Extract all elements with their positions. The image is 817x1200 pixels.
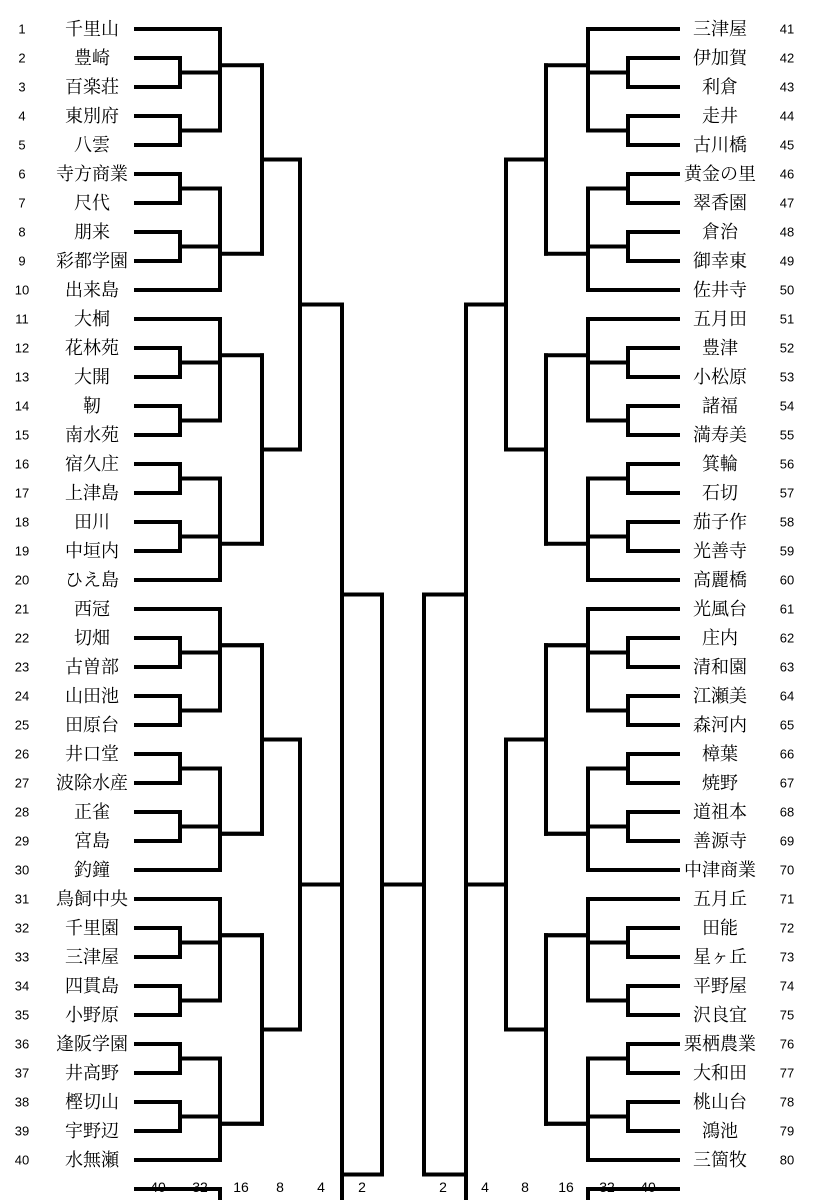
left-team-number: 18 [14,514,30,530]
right-team-name: 中津商業 [684,860,756,880]
right-team-name: 星ヶ丘 [693,947,747,967]
left-team-name: 山田池 [65,686,119,706]
right-team-number: 50 [779,282,795,298]
left-team-number: 25 [14,717,30,733]
round-label: 8 [276,1179,284,1195]
left-team-number: 27 [14,775,30,791]
round-label: 40 [150,1179,166,1195]
right-team-name: 翠香園 [693,193,747,213]
round-label: 8 [521,1179,529,1195]
right-team-name: 伊加賀 [693,48,747,68]
left-team-number: 15 [14,427,30,443]
bracket-lines [136,29,678,1200]
right-team-name: 樟葉 [702,744,738,764]
right-team-number: 57 [779,485,795,501]
left-team-number: 1 [18,21,26,37]
left-team-name: 鳥飼中央 [56,889,128,909]
right-team-number: 65 [779,717,795,733]
right-team-number: 67 [779,775,795,791]
left-team-name: 上津島 [65,483,119,503]
left-team-number: 7 [18,195,26,211]
round-label: 16 [558,1179,574,1195]
right-team-number: 60 [779,572,795,588]
right-team-name: 光風台 [693,599,747,619]
right-team-name: 箕輪 [702,454,738,474]
left-team-number: 31 [14,891,30,907]
left-team-number: 24 [14,688,30,704]
left-team-number: 37 [14,1065,30,1081]
round-label: 32 [192,1179,208,1195]
left-team-name: 靭 [83,396,101,416]
right-team-name: 桃山台 [693,1092,747,1112]
right-team-name: 倉治 [702,222,738,242]
left-team-name: 宿久庄 [65,454,119,474]
left-team-name: 正雀 [74,802,110,822]
left-team-number: 38 [14,1094,30,1110]
right-team-number: 55 [779,427,795,443]
right-team-number: 53 [779,369,795,385]
right-team-name: 黄金の里 [684,164,756,184]
right-team-name: 光善寺 [693,541,747,561]
right-team-number: 46 [779,166,795,182]
left-team-name: 宇野辺 [65,1121,119,1141]
left-team-number: 23 [14,659,30,675]
left-team-name: 逢阪学園 [56,1034,128,1054]
right-team-number: 54 [779,398,795,414]
right-team-name: 江瀬美 [693,686,747,706]
left-team-number: 20 [14,572,30,588]
right-team-number: 42 [779,50,795,66]
right-team-name: 大和田 [693,1063,747,1083]
left-team-number: 6 [18,166,26,182]
right-team-name: 道祖本 [693,802,747,822]
left-team-name: 西冠 [74,599,110,619]
left-team-name: 宮島 [74,831,110,851]
left-team-name: 東別府 [65,106,119,126]
left-team-name: 田原台 [65,715,119,735]
right-team-name: 沢良宜 [693,1005,747,1025]
right-team-name: 栗栖農業 [684,1034,756,1054]
right-team-name: 満寿美 [693,425,747,445]
round-label: 40 [640,1179,656,1195]
right-team-number: 63 [779,659,795,675]
right-team-number: 59 [779,543,795,559]
right-team-number: 51 [779,311,795,327]
right-team-name: 焼野 [702,773,738,793]
round-label: 16 [233,1179,249,1195]
right-team-number: 44 [779,108,795,124]
right-team-name: 三箇牧 [693,1150,747,1170]
right-team-number: 56 [779,456,795,472]
left-team-name: 釣鐘 [74,860,110,880]
right-team-number: 71 [779,891,795,907]
right-team-name: 森河内 [693,715,747,735]
right-team-number: 75 [779,1007,795,1023]
left-team-number: 8 [18,224,26,240]
right-team-name: 平野屋 [693,976,747,996]
right-team-number: 43 [779,79,795,95]
right-team-name: 石切 [702,483,738,503]
left-team-name: 切畑 [74,628,110,648]
left-team-name: 尺代 [74,193,110,213]
right-team-number: 45 [779,137,795,153]
right-team-name: 清和園 [693,657,747,677]
right-team-name: 庄内 [702,628,738,648]
left-team-number: 4 [18,108,26,124]
right-team-number: 64 [779,688,795,704]
left-team-number: 36 [14,1036,30,1052]
left-team-name: 古曽部 [65,657,119,677]
left-team-number: 5 [18,137,26,153]
round-label: 4 [481,1179,489,1195]
left-team-name: 小野原 [65,1005,119,1025]
right-team-number: 66 [779,746,795,762]
left-team-number: 22 [14,630,30,646]
left-team-name: ひえ島 [65,570,119,590]
right-team-name: 小松原 [693,367,747,387]
right-team-number: 79 [779,1123,795,1139]
left-team-name: 朋来 [74,222,110,242]
right-team-number: 61 [779,601,795,617]
right-team-name: 諸福 [702,396,738,416]
right-team-number: 77 [779,1065,795,1081]
right-team-name: 佐井寺 [693,280,747,300]
right-team-name: 田能 [702,918,738,938]
left-team-number: 16 [14,456,30,472]
right-team-name: 古川橋 [693,135,747,155]
right-team-number: 47 [779,195,795,211]
right-team-name: 五月田 [693,309,747,329]
right-team-name: 鴻池 [702,1121,738,1141]
left-team-name: 四貫島 [65,976,119,996]
left-team-number: 14 [14,398,30,414]
round-label: 2 [358,1179,366,1195]
right-team-name: 利倉 [702,77,738,97]
left-team-number: 2 [18,50,26,66]
left-team-name: 波除水産 [56,773,128,793]
left-team-number: 10 [14,282,30,298]
left-team-number: 19 [14,543,30,559]
left-team-number: 29 [14,833,30,849]
right-team-name: 豊津 [702,338,738,358]
right-team-name: 五月丘 [693,889,747,909]
left-team-name: 水無瀬 [65,1150,119,1170]
left-team-number: 30 [14,862,30,878]
left-team-name: 井高野 [65,1063,119,1083]
right-team-name: 高麗橋 [693,570,747,590]
left-team-number: 21 [14,601,30,617]
left-team-name: 千里山 [65,19,119,39]
left-team-number: 28 [14,804,30,820]
right-team-number: 58 [779,514,795,530]
left-team-name: 千里園 [65,918,119,938]
left-team-name: 花林苑 [65,338,119,358]
left-team-name: 中垣内 [65,541,119,561]
right-team-number: 76 [779,1036,795,1052]
left-team-name: 大開 [74,367,110,387]
right-team-number: 49 [779,253,795,269]
left-team-name: 出来島 [65,280,119,300]
left-team-number: 40 [14,1152,30,1168]
left-team-name: 八雲 [74,135,110,155]
right-team-number: 70 [779,862,795,878]
right-team-number: 52 [779,340,795,356]
round-label: 2 [439,1179,447,1195]
left-team-number: 39 [14,1123,30,1139]
left-team-name: 三津屋 [65,947,119,967]
right-team-number: 41 [779,21,795,37]
right-team-number: 73 [779,949,795,965]
left-team-name: 南水苑 [65,425,119,445]
left-team-name: 大桐 [74,309,110,329]
right-team-name: 善源寺 [693,831,747,851]
left-team-number: 13 [14,369,30,385]
left-team-name: 豊崎 [74,48,110,68]
round-label: 4 [317,1179,325,1195]
right-team-name: 走井 [702,106,738,126]
left-team-number: 26 [14,746,30,762]
left-team-name: 井口堂 [65,744,119,764]
round-label: 32 [599,1179,615,1195]
right-team-number: 68 [779,804,795,820]
left-team-name: 百楽荘 [65,77,119,97]
left-team-name: 樫切山 [65,1092,119,1112]
left-team-number: 17 [14,485,30,501]
right-team-number: 80 [779,1152,795,1168]
right-team-number: 48 [779,224,795,240]
left-team-name: 寺方商業 [56,164,128,184]
left-team-number: 33 [14,949,30,965]
left-team-number: 34 [14,978,30,994]
right-team-number: 62 [779,630,795,646]
left-team-name: 田川 [74,512,110,532]
right-team-name: 茄子作 [693,512,747,532]
left-team-number: 9 [18,253,26,269]
left-team-number: 32 [14,920,30,936]
right-team-number: 69 [779,833,795,849]
right-team-name: 御幸東 [693,251,747,271]
left-team-number: 3 [18,79,26,95]
left-team-name: 彩都学園 [56,251,128,271]
right-team-number: 78 [779,1094,795,1110]
right-team-number: 74 [779,978,795,994]
right-team-number: 72 [779,920,795,936]
right-team-name: 三津屋 [693,19,747,39]
left-team-number: 12 [14,340,30,356]
left-team-number: 11 [15,311,29,327]
left-team-number: 35 [14,1007,30,1023]
